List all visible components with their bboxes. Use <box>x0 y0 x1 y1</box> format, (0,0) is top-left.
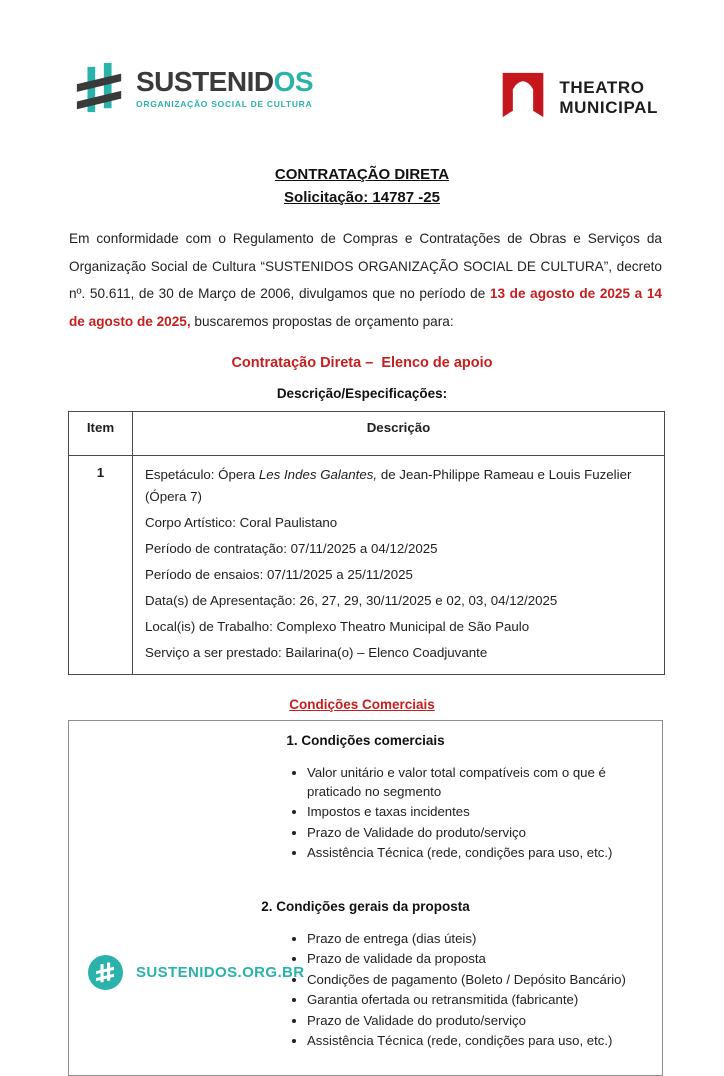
sustenidos-hash-badge-icon <box>88 955 123 990</box>
sustenidos-logo-text <box>136 68 313 109</box>
list-item: • Prazo de entrega (dias úteis) <box>307 930 662 949</box>
conditions-section2-list <box>287 930 662 1051</box>
intro-paragraph: Em conformidade com o Regulamento de Compras e Contratações de Obras e Serviços da Organização Social de Cultura “SUSTENIDOS ORGANIZAÇÃO SOCIAL DE CULTURA”, decreto nº. 50.611, de 30 de Março de 2006, divulgamos que no período de 13 de agosto de 2025 a 14 de agosto de 2025, buscaremos propostas de orçamento para: <box>69 231 662 329</box>
title-line2-solicitacao-number: Solicitação: 14787 -25 <box>284 189 440 206</box>
sustenidos-logo <box>74 58 313 125</box>
opera-title-italic: Les Indes Galantes, <box>258 467 378 482</box>
description-line: Local(is) de Trabalho: Complexo Theatro Municipal de São Paulo <box>145 619 530 634</box>
sustenidos-wordmark: SUSTENIDOS <box>136 66 314 97</box>
conditions-section2-title: 2. Condições gerais da proposta <box>261 898 470 914</box>
footer <box>88 955 304 990</box>
list-item: • Garantia ofertada ou retransmitida (fabricante) <box>307 991 662 1010</box>
list-item: • Valor unitário e valor total compatíveis com o que é praticado no segmento <box>307 764 662 801</box>
document-title <box>0 163 724 209</box>
description-line: Serviço a ser prestado: Bailarina(o) – Elenco Coadjuvante <box>145 645 488 660</box>
list-item: • Prazo de validade da proposta <box>307 950 662 969</box>
description-line: Data(s) de Apresentação: 26, 27, 29, 30/11/2025 e 02, 03, 04/12/2025 <box>145 593 558 608</box>
conditions-heading: Condições Comerciais <box>289 697 435 712</box>
sustenidos-tagline: ORGANIZAÇÃO SOCIAL DE CULTURA <box>136 99 313 109</box>
description-line: Período de contratação: 07/11/2025 a 04/12/2025 <box>145 541 438 556</box>
column-header-item: Item <box>69 412 133 456</box>
conditions-section1-title: 1. Condições comerciais <box>286 733 445 748</box>
section-heading: Contratação Direta – Elenco de apoio <box>231 355 493 371</box>
sustenidos-hash-icon <box>74 58 126 125</box>
list-item: • Prazo de Validade do produto/serviço <box>307 824 662 843</box>
header <box>0 0 724 127</box>
table-row <box>69 456 665 675</box>
conditions-box <box>68 720 663 1076</box>
description-cell <box>133 456 665 675</box>
description-line: Período de ensaios: 07/11/2025 a 25/11/2025 <box>145 567 413 582</box>
highlighted-date-range: 13 de agosto de 2025 a 14 de agosto de 2025, <box>69 286 662 329</box>
list-item: • Prazo de Validade do produto/serviço <box>307 1012 662 1031</box>
item-number-cell: 1 <box>69 456 133 675</box>
column-header-description: Descrição <box>133 412 665 456</box>
list-item: • Impostos e taxas incidentes <box>307 803 662 822</box>
description-line-espetaculo: Espetáculo: Ópera Les Indes Galantes, de Jean-Philippe Rameau e Louis Fuzelier (Ópera 7) <box>145 467 632 504</box>
section-subheading: Descrição/Especificações: <box>276 386 448 401</box>
description-line: Corpo Artístico: Coral Paulistano <box>145 515 338 530</box>
conditions-section1-list <box>287 764 662 863</box>
footer-website: SUSTENIDOS.ORG.BR <box>136 964 305 981</box>
specifications-table <box>68 411 665 675</box>
list-item: • Assistência Técnica (rede, condições para uso, etc.) <box>307 844 662 863</box>
theatro-municipal-logo <box>499 68 658 127</box>
list-item: • Assistência Técnica (rede, condições para uso, etc.) <box>307 1032 662 1051</box>
list-item: • Condições de pagamento (Boleto / Depósito Bancário) <box>307 971 662 990</box>
title-line1: CONTRATAÇÃO DIRETA <box>274 166 450 183</box>
table-header-row <box>69 412 665 456</box>
theatro-logo-text: THEATRO MUNICIPAL <box>559 77 658 117</box>
theatro-arch-icon <box>499 68 547 127</box>
